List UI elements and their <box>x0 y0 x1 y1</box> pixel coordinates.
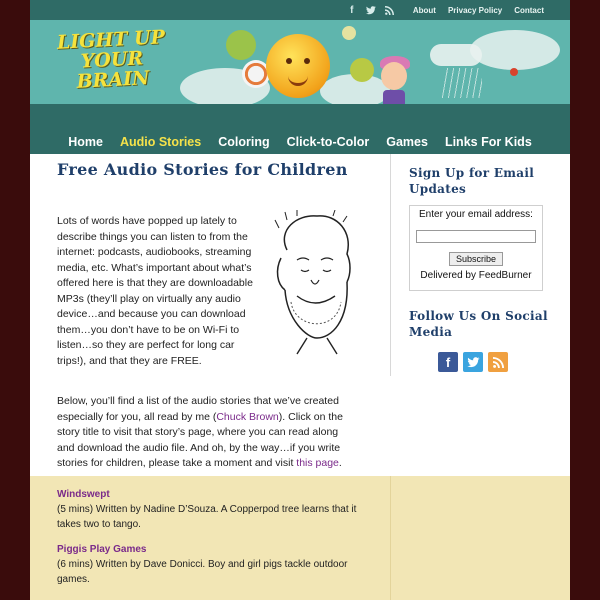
page-title: Free Audio Stories for Children <box>57 160 348 179</box>
top-bar <box>30 0 570 20</box>
facebook-icon[interactable]: f <box>350 4 354 16</box>
rss-icon[interactable] <box>385 5 395 15</box>
column-divider <box>390 154 391 376</box>
sun-illustration <box>266 34 330 98</box>
top-social-icons <box>347 5 395 15</box>
main-column <box>57 160 353 469</box>
twitter-icon[interactable] <box>366 5 376 15</box>
contact-link[interactable]: Contact <box>514 5 544 15</box>
sidebar <box>409 166 549 372</box>
facebook-icon[interactable]: f <box>438 352 458 372</box>
subscribe-button[interactable]: Subscribe <box>449 252 503 266</box>
about-link[interactable]: About <box>412 5 436 15</box>
list-item <box>57 487 367 532</box>
twitter-icon[interactable] <box>463 352 483 372</box>
intro-paragraph: Lots of words have popped up lately to describe things you can listen to from the internet: podcasts, audiobooks, streaming media, etc. What’s important about what’s offered here is that they are downloadable MP3s (they’ll play on virtually any audio device…and because you can download them…you don’t have to be on Wi-Fi to listen…so they are perfect for long car trips!), and that they are FREE. <box>57 215 253 367</box>
email-signup-form <box>409 205 543 291</box>
story-description: (5 mins) Written by Nadine D’Souza. A Copperpod tree learns that it takes two to tango. <box>57 504 357 530</box>
page <box>30 0 570 600</box>
story-title-link[interactable]: Piggis Play Games <box>57 544 147 555</box>
privacy-policy-link[interactable]: Privacy Policy <box>447 5 503 15</box>
nav-home[interactable]: Home <box>68 135 103 149</box>
rain-cloud-illustration <box>430 44 482 66</box>
header-banner <box>30 20 570 104</box>
email-input[interactable] <box>416 230 536 243</box>
stories-intro-paragraph: Below, you’ll find a list of the audio stories that we’ve created especially for you, all read by me (Chuck Brown). Click on the story title to visit that story’s page, where you can read along and download the audio file. And oh, by the way…if you write stories for children, please take a moment and visit this page. <box>57 395 343 469</box>
site-logo[interactable]: LIGHT UP YOUR BRAIN <box>56 26 166 93</box>
social-icons <box>438 352 549 372</box>
signup-heading: Sign Up for Email Updates <box>409 166 535 196</box>
story-title-link[interactable]: Windswept <box>57 489 110 500</box>
boy-illustration <box>375 52 415 104</box>
email-label: Enter your email address: <box>419 209 533 220</box>
nav-coloring[interactable]: Coloring <box>218 135 270 149</box>
nav-links-for-kids[interactable]: Links For Kids <box>444 135 532 149</box>
nav-games[interactable]: Games <box>386 135 428 149</box>
author-caricature-illustration <box>267 210 359 360</box>
nav-audio-stories[interactable]: Audio Stories <box>119 135 202 149</box>
follow-heading: Follow Us On Social Media <box>409 309 548 339</box>
rss-icon[interactable] <box>488 352 508 372</box>
chuck-brown-link[interactable]: Chuck Brown <box>216 410 279 423</box>
content-area <box>30 154 570 474</box>
list-item <box>57 542 367 587</box>
story-description: (6 mins) Written by Dave Donicci. Boy and girl pigs tackle outdoor games. <box>57 559 348 585</box>
stories-list <box>30 476 570 600</box>
this-page-link[interactable]: this page <box>296 457 339 469</box>
nav-click-to-color[interactable]: Click-to-Color <box>286 135 370 149</box>
feedburner-credit: Delivered by FeedBurner <box>420 270 532 281</box>
main-nav <box>30 104 570 154</box>
